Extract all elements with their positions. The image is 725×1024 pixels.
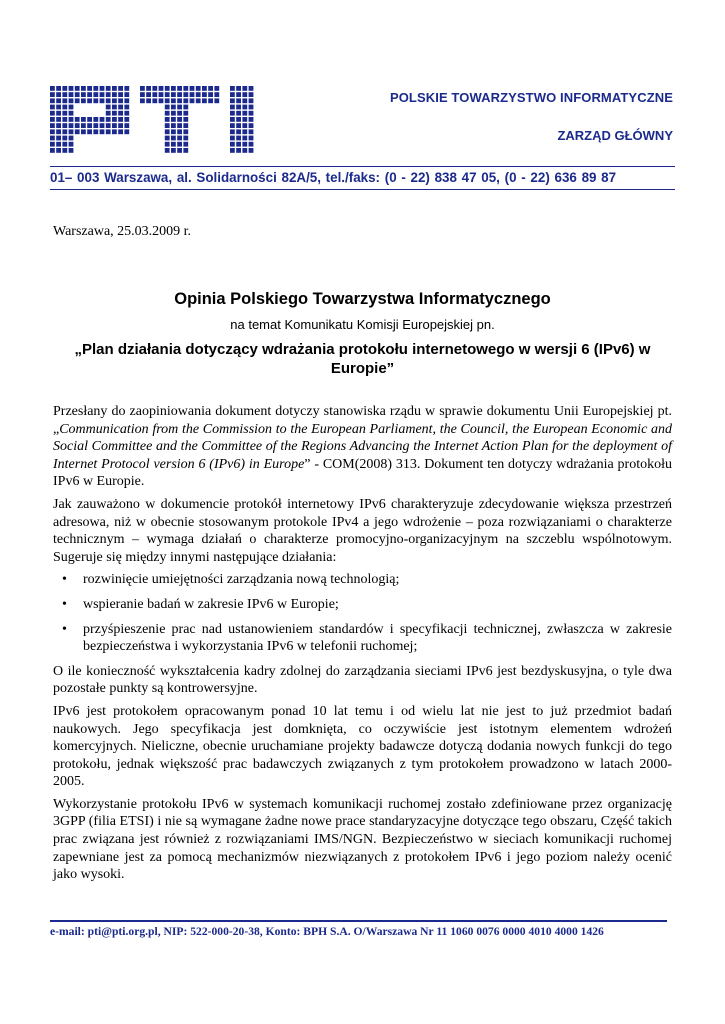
logo-block [112, 129, 117, 134]
logo-block [249, 117, 254, 122]
logo-block [69, 111, 74, 116]
logo-block [87, 86, 92, 91]
logo-block [50, 136, 55, 141]
logo-block [202, 92, 207, 97]
logo-block [93, 117, 98, 122]
logo-block [56, 117, 61, 122]
logo-block [106, 98, 111, 103]
logo-block [171, 123, 176, 128]
logo-block [118, 98, 123, 103]
logo-block [183, 117, 188, 122]
logo-block [112, 117, 117, 122]
logo-block [177, 86, 182, 91]
logo-block [183, 92, 188, 97]
logo-block [165, 123, 170, 128]
logo-block [242, 136, 247, 141]
footer-divider [50, 920, 667, 922]
logo-block [62, 92, 67, 97]
logo-block [69, 136, 74, 141]
logo-block [242, 123, 247, 128]
logo-block [183, 123, 188, 128]
logo-block [93, 98, 98, 103]
logo-block [56, 111, 61, 116]
logo-block [165, 148, 170, 153]
logo-block [56, 92, 61, 97]
logo-block [242, 111, 247, 116]
paragraph-1 [53, 403, 672, 491]
logo-block [140, 92, 145, 97]
logo-block [100, 117, 105, 122]
logo-block [124, 123, 129, 128]
logo-block [230, 117, 235, 122]
logo-block [118, 129, 123, 134]
logo-block [50, 148, 55, 153]
logo-block [242, 129, 247, 134]
logo-block [230, 86, 235, 91]
logo-block [165, 136, 170, 141]
document-title: Opinia Polskiego Towarzystwa Informatycznego [174, 290, 551, 308]
logo-block [62, 129, 67, 134]
logo-block [236, 105, 241, 110]
logo-block [124, 98, 129, 103]
logo-block [56, 105, 61, 110]
logo-block [146, 86, 151, 91]
logo-block [75, 98, 80, 103]
logo-block [106, 111, 111, 116]
logo-block [249, 136, 254, 141]
logo-block [230, 123, 235, 128]
logo-block [75, 123, 80, 128]
logo-block [112, 92, 117, 97]
logo-block [81, 123, 86, 128]
logo-block [93, 123, 98, 128]
logo-block [165, 92, 170, 97]
logo-block [106, 86, 111, 91]
list-item: • wspieranie badań w zakresie IPv6 w Europie; [53, 596, 672, 614]
logo-block [249, 92, 254, 97]
address-divider [50, 189, 675, 190]
logo-block [171, 98, 176, 103]
paragraph-4: IPv6 jest protokołem opracowanym ponad 10 lat temu i od wielu lat nie jest to już przedmiot badań naukowych. Jego specyfikacja jest domknięta, co oczywiście jest istotnym elementem wdrożeń komercyjnych. Nieliczne, obecnie uruchamiane projekty badawcze dotyczą dodania nowych funkcji do tego protokołu, jednak większość prac badawczych związanych z tym protokołem prowadzono w latach 2000-2005. [53, 703, 672, 790]
paragraph-1-italic: Communication from the Commission to the European Parliament, the Council, the European Economic and Social Committee and the Committee of the Regions Advancing the Internet Action Plan for the deployment of Internet Protocol version 6 (IPv6) in Europe [53, 421, 672, 472]
logo-block [230, 98, 235, 103]
logo-block [50, 92, 55, 97]
logo-block [62, 105, 67, 110]
logo-block [183, 129, 188, 134]
logo-block [236, 111, 241, 116]
logo-block [249, 111, 254, 116]
logo-block [62, 148, 67, 153]
document-body [53, 403, 672, 884]
logo-block [87, 129, 92, 134]
logo-block [112, 111, 117, 116]
logo-block [183, 142, 188, 147]
paragraph-2: Jak zauważono w dokumencie protokół internetowy IPv6 charakteryzuje zdecydowanie większa przestrzeń adresowa, niż w obecnie stosowanym protokole IPv4 a jego wdrożenie – poza rozwiązaniami o charakterze technicznym – wymaga działań o charakterze promocyjno-organizacyjnym na szczeblu wspólnotowym. Sugeruje się między innymi następujące działania: [53, 496, 672, 565]
logo-block [152, 98, 157, 103]
logo-block [146, 92, 151, 97]
logo-block [230, 148, 235, 153]
logo-block [75, 117, 80, 122]
logo-block [177, 105, 182, 110]
logo-block [165, 105, 170, 110]
logo-block [165, 142, 170, 147]
logo-block [69, 98, 74, 103]
logo-block [100, 98, 105, 103]
logo-block [62, 142, 67, 147]
organization-name: POLSKIE TOWARZYSTWO INFORMATYCZNE [389, 90, 673, 105]
logo-block [159, 86, 164, 91]
logo-block [208, 86, 213, 91]
logo-block [81, 98, 86, 103]
logo-block [81, 129, 86, 134]
logo-block [165, 117, 170, 122]
pti-logo [50, 86, 256, 156]
logo-block [93, 92, 98, 97]
logo-block [177, 111, 182, 116]
logo-block [196, 86, 201, 91]
logo-block [249, 86, 254, 91]
header-divider [50, 166, 675, 167]
logo-block [81, 86, 86, 91]
logo-block [62, 98, 67, 103]
logo-block [69, 117, 74, 122]
logo-block [177, 92, 182, 97]
logo-block [75, 86, 80, 91]
logo-block [183, 86, 188, 91]
logo-block [190, 98, 195, 103]
logo-block [242, 148, 247, 153]
logo-block [177, 98, 182, 103]
logo-block [214, 98, 219, 103]
logo-block [171, 142, 176, 147]
logo-block [202, 86, 207, 91]
logo-block [236, 92, 241, 97]
logo-block [202, 98, 207, 103]
logo-block [50, 98, 55, 103]
logo-block [106, 123, 111, 128]
logo-block [69, 148, 74, 153]
document-content [53, 288, 672, 889]
logo-block [249, 129, 254, 134]
logo-block [242, 117, 247, 122]
logo-block [242, 86, 247, 91]
logo-block [165, 129, 170, 134]
logo-block [177, 129, 182, 134]
logo-block [196, 92, 201, 97]
logo-block [146, 98, 151, 103]
logo-block [112, 86, 117, 91]
logo-block [230, 129, 235, 134]
logo-block [249, 142, 254, 147]
logo-block [171, 86, 176, 91]
board-name: ZARZĄD GŁÓWNY [557, 128, 673, 143]
logo-block [62, 123, 67, 128]
logo-block [87, 123, 92, 128]
logo-block [50, 86, 55, 91]
logo-block [118, 105, 123, 110]
logo-block [208, 98, 213, 103]
logo-block [242, 105, 247, 110]
logo-block [124, 92, 129, 97]
logo-block [56, 142, 61, 147]
logo-block [62, 86, 67, 91]
logo-block [177, 148, 182, 153]
pti-logo-grid [50, 86, 253, 153]
logo-block [93, 129, 98, 134]
logo-block [69, 129, 74, 134]
logo-block [171, 129, 176, 134]
logo-block [230, 92, 235, 97]
logo-block [100, 86, 105, 91]
logo-block [75, 129, 80, 134]
logo-block [62, 117, 67, 122]
footer-contact: e-mail: pti@pti.org.pl, NIP: 522-000-20-38, Konto: BPH S.A. O/Warszawa Nr 11 1060 0076 0000 4010 4000 1426 [50, 925, 604, 938]
logo-block [112, 98, 117, 103]
plan-title: „Plan działania dotyczący wdrażania protokołu internetowego w wersji 6 (IPv6) w Europie” [74, 341, 651, 377]
logo-block [165, 111, 170, 116]
logo-block [190, 86, 195, 91]
logo-block [165, 86, 170, 91]
document-date: Warszawa, 25.03.2009 r. [53, 224, 192, 239]
logo-block [100, 123, 105, 128]
action-list [53, 571, 672, 655]
logo-block [50, 111, 55, 116]
logo-block [87, 98, 92, 103]
list-item: • rozwinięcie umiejętności zarządzania nową technologią; [53, 571, 672, 589]
logo-block [50, 117, 55, 122]
logo-block [140, 86, 145, 91]
logo-block [177, 117, 182, 122]
logo-block [171, 92, 176, 97]
logo-block [87, 92, 92, 97]
logo-block [249, 123, 254, 128]
logo-block [62, 111, 67, 116]
logo-block [69, 142, 74, 147]
logo-block [50, 123, 55, 128]
logo-block [118, 123, 123, 128]
logo-block [214, 92, 219, 97]
logo-block [56, 86, 61, 91]
logo-block [177, 142, 182, 147]
logo-block [183, 136, 188, 141]
logo-block [177, 123, 182, 128]
logo-block [124, 105, 129, 110]
logo-block [171, 111, 176, 116]
logo-block [242, 98, 247, 103]
logo-block [106, 92, 111, 97]
logo-block [236, 98, 241, 103]
logo-block [124, 117, 129, 122]
logo-block [118, 86, 123, 91]
logo-block [106, 129, 111, 134]
logo-block [118, 117, 123, 122]
logo-block [208, 92, 213, 97]
logo-block [236, 148, 241, 153]
logo-block [236, 136, 241, 141]
logo-block [152, 86, 157, 91]
logo-block [118, 92, 123, 97]
logo-block [159, 98, 164, 103]
organization-address: 01– 003 Warszawa, al. Solidarności 82A/5, tel./faks: (0 - 22) 838 47 05, (0 - 22) 636 89 87 [50, 170, 617, 185]
logo-block [56, 136, 61, 141]
logo-block [106, 105, 111, 110]
logo-block [93, 86, 98, 91]
logo-block [56, 98, 61, 103]
document-subtitle: na temat Komunikatu Komisji Europejskiej pn. [230, 317, 495, 332]
logo-block [230, 105, 235, 110]
paragraph-3: O ile konieczność wykształcenia kadry zdolnej do zarządzania sieciami IPv6 jest bezdyskusyjna, o tyle dwa pozostałe punkty są kontrowersyjne. [53, 663, 672, 697]
logo-block [56, 148, 61, 153]
paragraph-1-tail: ” - COM(2008) 313. Dokument ten dotyczy wdrażania protokołu IPv6 w Europie. [53, 456, 672, 490]
logo-block [177, 136, 182, 141]
paragraph-1-lead: Przesłany do zaopiniowania dokument dotyczy stanowiska rządu w sprawie dokumentu Unii Europejskiej pt. „ [53, 404, 672, 437]
logo-block [190, 92, 195, 97]
logo-block [81, 92, 86, 97]
logo-block [236, 86, 241, 91]
logo-block [56, 123, 61, 128]
logo-block [124, 129, 129, 134]
logo-block [242, 142, 247, 147]
logo-block [69, 86, 74, 91]
logo-block [236, 123, 241, 128]
logo-block [50, 105, 55, 110]
logo-block [118, 111, 123, 116]
logo-block [183, 98, 188, 103]
logo-block [214, 86, 219, 91]
logo-block [124, 86, 129, 91]
logo-block [249, 148, 254, 153]
logo-block [236, 129, 241, 134]
list-item: • przyśpieszenie prac nad ustanowieniem standardów i specyfikacji technicznej, zwłaszcza w zakresie bezpieczeństwa i wykorzystania IPv6 w telefonii ruchomej; [53, 621, 672, 656]
logo-block [56, 129, 61, 134]
logo-block [249, 98, 254, 103]
logo-block [62, 136, 67, 141]
logo-block [183, 105, 188, 110]
logo-block [236, 117, 241, 122]
logo-block [242, 92, 247, 97]
logo-block [230, 142, 235, 147]
logo-block [106, 117, 111, 122]
logo-block [50, 142, 55, 147]
logo-block [165, 98, 170, 103]
logo-block [112, 123, 117, 128]
paragraph-5: Wykorzystanie protokołu IPv6 w systemach komunikacji ruchomej zostało zdefiniowane przez organizację 3GPP (filia ETSI) i nie są wymagane żadne nowe prace standaryzacyjne dotyczące tego obszaru, Część takich prac związana jest również z rozwiązaniami IMS/NGN. Bezpieczeństwo w sieciach komunikacji ruchomej zapewniane jest za pomocą mechanizmów niezwiązanych z protokołem IPv6 i jego poziom należy ocenić jako wysoki. [53, 796, 672, 883]
logo-block [249, 105, 254, 110]
logo-block [171, 136, 176, 141]
logo-block [50, 129, 55, 134]
logo-block [171, 105, 176, 110]
logo-block [183, 148, 188, 153]
logo-block [87, 117, 92, 122]
logo-block [236, 142, 241, 147]
logo-block [140, 98, 145, 103]
logo-block [75, 92, 80, 97]
logo-block [152, 92, 157, 97]
logo-block [124, 111, 129, 116]
logo-block [100, 129, 105, 134]
logo-block [159, 92, 164, 97]
logo-block [69, 123, 74, 128]
logo-block [100, 92, 105, 97]
logo-block [112, 105, 117, 110]
logo-block [69, 92, 74, 97]
logo-block [196, 98, 201, 103]
logo-block [171, 148, 176, 153]
logo-block [183, 111, 188, 116]
logo-block [230, 136, 235, 141]
logo-block [171, 117, 176, 122]
logo-block [69, 105, 74, 110]
logo-block [230, 111, 235, 116]
logo-block [81, 117, 86, 122]
